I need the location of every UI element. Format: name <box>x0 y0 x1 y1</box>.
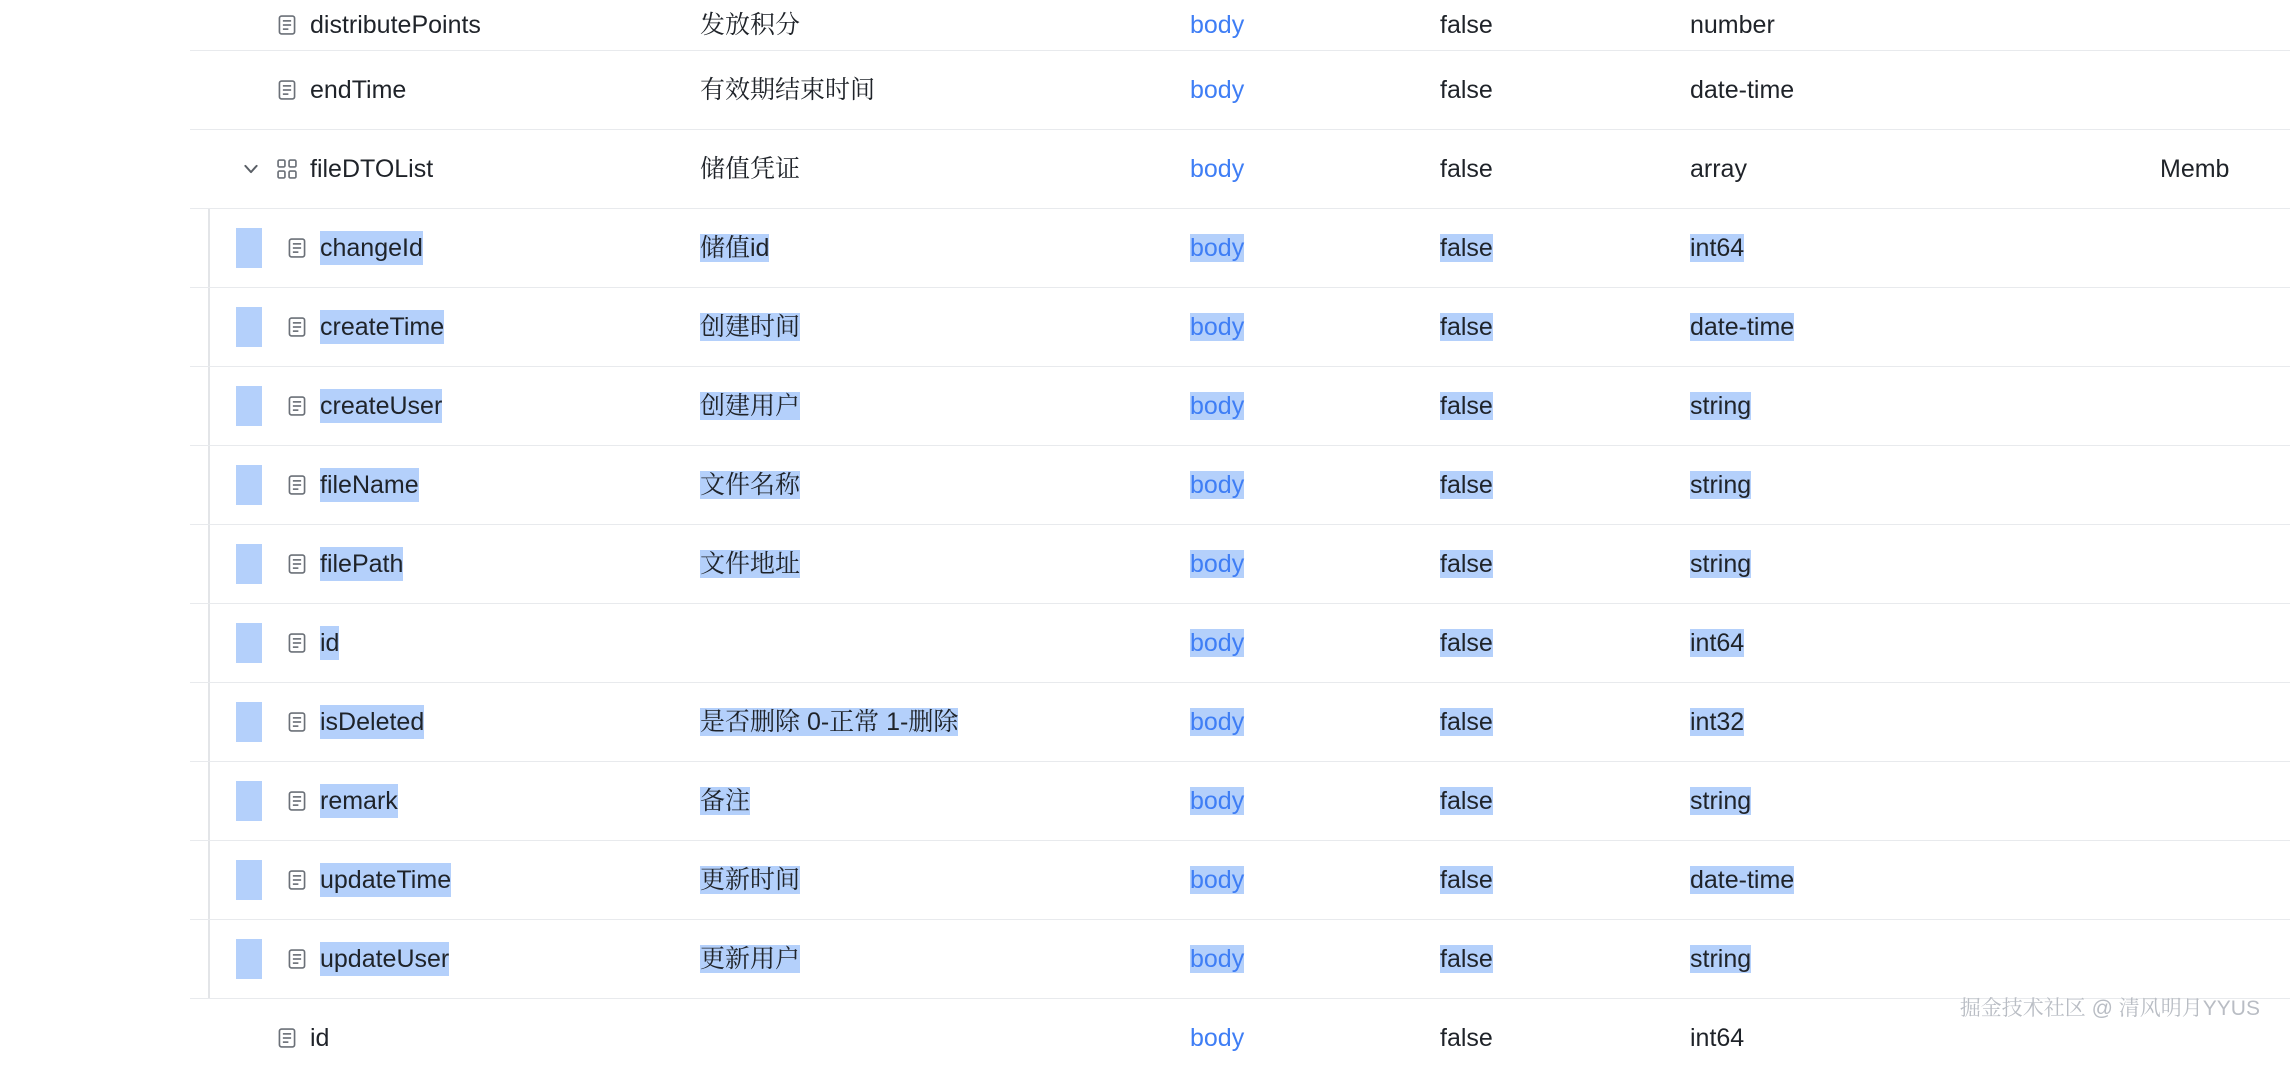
chevron-down-icon[interactable] <box>238 156 264 182</box>
param-in-wrap <box>1170 626 1420 660</box>
selection-block <box>236 386 262 426</box>
param-description: 创建用户 <box>700 392 801 420</box>
param-in-wrap <box>1170 231 1420 265</box>
param-description-cell <box>680 209 1170 288</box>
param-name-cell <box>190 683 680 762</box>
param-in-wrap <box>1170 152 1420 186</box>
tree-guide-line <box>208 683 210 761</box>
param-name-wrap <box>190 152 680 186</box>
param-description-wrap <box>680 863 1170 897</box>
param-extra-cell <box>2140 446 2290 525</box>
field-icon <box>274 77 300 103</box>
param-description-wrap <box>680 389 1170 423</box>
field-icon <box>284 788 310 814</box>
param-description: 更新时间 <box>700 866 801 894</box>
table-row[interactable] <box>190 683 2290 762</box>
param-type-cell <box>1670 762 2140 841</box>
table-row[interactable] <box>190 920 2290 999</box>
param-in: body <box>1190 629 1245 657</box>
tree-guide-line <box>208 446 210 524</box>
field-icon <box>284 472 310 498</box>
param-name-wrap <box>190 920 680 998</box>
param-type-cell <box>1670 525 2140 604</box>
param-required-cell <box>1420 920 1670 999</box>
param-description-wrap <box>680 705 1170 739</box>
selection-block <box>236 465 262 505</box>
param-extra-cell <box>2140 683 2290 762</box>
param-name-wrap <box>190 73 680 107</box>
selection-block <box>236 228 262 268</box>
param-name-wrap <box>190 288 680 366</box>
param-name: fileDTOList <box>310 155 434 183</box>
param-description: 是否删除 0-正常 1-删除 <box>700 708 959 736</box>
param-in-cell <box>1170 683 1420 762</box>
param-type-wrap <box>1670 1021 2140 1055</box>
param-in-cell <box>1170 841 1420 920</box>
param-extra-cell <box>2140 209 2290 288</box>
param-description-cell <box>680 920 1170 999</box>
param-name-wrap <box>190 8 680 42</box>
param-description: 发放积分 <box>700 11 801 39</box>
field-icon <box>284 393 310 419</box>
param-description-cell <box>680 446 1170 525</box>
param-description-wrap <box>680 784 1170 818</box>
table-row[interactable] <box>190 762 2290 841</box>
param-name: createUser <box>320 389 442 423</box>
param-name: changeId <box>320 231 423 265</box>
param-required: false <box>1440 787 1493 815</box>
param-description: 文件地址 <box>700 550 801 578</box>
param-in-wrap <box>1170 863 1420 897</box>
param-required-wrap <box>1420 468 1670 502</box>
param-description: 有效期结束时间 <box>700 76 876 104</box>
param-required-wrap <box>1420 231 1670 265</box>
param-description-wrap <box>680 152 1170 186</box>
param-name-wrap <box>190 683 680 761</box>
tree-guide-line <box>208 209 210 287</box>
param-type-cell <box>1670 130 2140 209</box>
param-name: fileName <box>320 468 419 502</box>
param-required-cell <box>1420 51 1670 130</box>
param-name: id <box>310 1024 330 1052</box>
table-row[interactable] <box>190 841 2290 920</box>
param-in: body <box>1190 11 1245 39</box>
param-required: false <box>1440 155 1493 183</box>
param-name: createTime <box>320 310 444 344</box>
param-required-cell <box>1420 841 1670 920</box>
param-name: updateTime <box>320 863 451 897</box>
table-row[interactable] <box>190 446 2290 525</box>
param-in-cell <box>1170 367 1420 446</box>
param-required-wrap <box>1420 8 1670 42</box>
param-type: date-time <box>1690 866 1795 894</box>
param-description: 储值凭证 <box>700 155 801 183</box>
param-description-cell <box>680 288 1170 367</box>
field-icon <box>284 867 310 893</box>
param-required-wrap <box>1420 389 1670 423</box>
param-required-cell <box>1420 683 1670 762</box>
param-required-cell <box>1420 367 1670 446</box>
param-in: body <box>1190 866 1245 894</box>
selection-block <box>236 939 262 979</box>
param-required: false <box>1440 708 1493 736</box>
param-extra: Memb <box>2160 155 2230 183</box>
param-type: string <box>1690 945 1752 973</box>
param-in-cell <box>1170 999 1420 1070</box>
selection-block <box>236 544 262 584</box>
param-extra-cell <box>2140 51 2290 130</box>
param-type-cell <box>1670 446 2140 525</box>
param-in: body <box>1190 471 1245 499</box>
param-type-cell <box>1670 920 2140 999</box>
param-type-cell <box>1670 367 2140 446</box>
selection-block <box>236 623 262 663</box>
field-icon <box>274 1025 300 1051</box>
param-required: false <box>1440 11 1493 39</box>
param-name: id <box>320 626 339 660</box>
param-type: string <box>1690 787 1752 815</box>
param-in-cell <box>1170 130 1420 209</box>
param-name-wrap <box>190 446 680 524</box>
param-extra-cell <box>2140 288 2290 367</box>
param-description-wrap <box>680 468 1170 502</box>
param-in-wrap <box>1170 942 1420 976</box>
param-description-cell <box>680 604 1170 683</box>
param-name: distributePoints <box>310 11 481 39</box>
param-in-wrap <box>1170 547 1420 581</box>
param-in-wrap <box>1170 468 1420 502</box>
param-in-cell <box>1170 525 1420 604</box>
param-description-cell <box>680 762 1170 841</box>
param-name-cell <box>190 367 680 446</box>
selection-block <box>236 307 262 347</box>
param-type-wrap <box>1670 231 2140 265</box>
param-type-wrap <box>1670 626 2140 660</box>
table-row[interactable] <box>190 130 2290 209</box>
param-type: string <box>1690 392 1752 420</box>
param-name-wrap <box>190 1021 680 1055</box>
param-in-wrap <box>1170 8 1420 42</box>
param-required-wrap <box>1420 626 1670 660</box>
param-in: body <box>1190 155 1245 183</box>
table-row[interactable] <box>190 0 2290 51</box>
param-required-cell <box>1420 288 1670 367</box>
table-row[interactable] <box>190 367 2290 446</box>
param-type: number <box>1690 11 1775 39</box>
param-required: false <box>1440 866 1493 894</box>
param-in-cell <box>1170 0 1420 51</box>
param-name-cell <box>190 999 680 1070</box>
param-name: remark <box>320 784 398 818</box>
param-in-cell <box>1170 762 1420 841</box>
param-name-cell <box>190 762 680 841</box>
param-type-wrap <box>1670 547 2140 581</box>
param-required-cell <box>1420 604 1670 683</box>
param-extra-cell <box>2140 762 2290 841</box>
param-type-cell <box>1670 604 2140 683</box>
param-description-cell <box>680 999 1170 1070</box>
tree-guide-line <box>208 762 210 840</box>
param-name-wrap <box>190 762 680 840</box>
param-type-cell <box>1670 683 2140 762</box>
param-name: isDeleted <box>320 705 424 739</box>
param-in: body <box>1190 1024 1245 1052</box>
param-name-cell <box>190 446 680 525</box>
table-row[interactable] <box>190 209 2290 288</box>
param-required-cell <box>1420 999 1670 1070</box>
param-required-cell <box>1420 130 1670 209</box>
selection-block <box>236 781 262 821</box>
param-in-cell <box>1170 288 1420 367</box>
param-type: int64 <box>1690 234 1745 262</box>
param-description-cell <box>680 130 1170 209</box>
param-name-wrap <box>190 604 680 682</box>
param-extra-cell <box>2140 841 2290 920</box>
param-extra-cell <box>2140 367 2290 446</box>
param-type: int64 <box>1690 1024 1745 1052</box>
param-type-wrap <box>1670 863 2140 897</box>
field-icon <box>284 551 310 577</box>
param-required-cell <box>1420 762 1670 841</box>
param-in-cell <box>1170 920 1420 999</box>
field-icon <box>284 314 310 340</box>
param-type-wrap <box>1670 310 2140 344</box>
param-type-wrap <box>1670 73 2140 107</box>
param-required-wrap <box>1420 547 1670 581</box>
param-required-cell <box>1420 525 1670 604</box>
field-icon <box>284 946 310 972</box>
param-required-wrap <box>1420 73 1670 107</box>
param-description-wrap <box>680 231 1170 265</box>
param-type-cell <box>1670 51 2140 130</box>
param-type: int64 <box>1690 629 1745 657</box>
param-description-wrap <box>680 547 1170 581</box>
parameters-table-body <box>190 0 2290 1070</box>
param-name: filePath <box>320 547 403 581</box>
param-description-cell <box>680 841 1170 920</box>
param-name-wrap <box>190 841 680 919</box>
param-in-cell <box>1170 51 1420 130</box>
param-required: false <box>1440 945 1493 973</box>
field-icon <box>284 235 310 261</box>
param-name: endTime <box>310 76 407 104</box>
param-in-wrap <box>1170 705 1420 739</box>
param-name-cell <box>190 288 680 367</box>
object-icon <box>274 156 300 182</box>
param-description-wrap <box>680 73 1170 107</box>
table-row[interactable] <box>190 51 2290 130</box>
param-required-wrap <box>1420 152 1670 186</box>
param-in-wrap <box>1170 389 1420 423</box>
tree-guide-line <box>208 604 210 682</box>
param-type-wrap <box>1670 8 2140 42</box>
param-description-cell <box>680 0 1170 51</box>
table-row[interactable] <box>190 288 2290 367</box>
left-gutter <box>0 0 190 1070</box>
param-description: 备注 <box>700 787 751 815</box>
parameters-table-container <box>190 0 2290 1070</box>
param-type: string <box>1690 550 1752 578</box>
param-description-wrap <box>680 8 1170 42</box>
tree-guide-line <box>208 841 210 919</box>
param-name-cell <box>190 920 680 999</box>
param-name-wrap <box>190 367 680 445</box>
param-required: false <box>1440 313 1493 341</box>
param-type: string <box>1690 471 1752 499</box>
param-in-cell <box>1170 209 1420 288</box>
param-description: 创建时间 <box>700 313 801 341</box>
param-extra-cell <box>2140 0 2290 51</box>
param-required-cell <box>1420 0 1670 51</box>
param-type-wrap <box>1670 152 2140 186</box>
param-required-wrap <box>1420 942 1670 976</box>
param-type-wrap <box>1670 705 2140 739</box>
param-required: false <box>1440 550 1493 578</box>
param-type-wrap <box>1670 468 2140 502</box>
param-name-cell <box>190 51 680 130</box>
param-required-wrap <box>1420 784 1670 818</box>
param-type: date-time <box>1690 76 1795 104</box>
param-name-cell <box>190 841 680 920</box>
param-type: date-time <box>1690 313 1795 341</box>
param-type-cell <box>1670 288 2140 367</box>
param-description-wrap <box>680 942 1170 976</box>
param-description-cell <box>680 51 1170 130</box>
param-in-cell <box>1170 604 1420 683</box>
param-in-wrap <box>1170 1021 1420 1055</box>
param-in-wrap <box>1170 73 1420 107</box>
param-description: 储值id <box>700 234 770 262</box>
param-in-cell <box>1170 446 1420 525</box>
param-required: false <box>1440 471 1493 499</box>
watermark: 掘金技术社区 @ 清风明月YYUS <box>1959 997 2260 1020</box>
param-required: false <box>1440 629 1493 657</box>
tree-guide-line <box>208 920 210 998</box>
param-name-cell <box>190 130 680 209</box>
param-name-cell <box>190 209 680 288</box>
param-type-wrap <box>1670 389 2140 423</box>
param-in: body <box>1190 392 1245 420</box>
param-required-wrap <box>1420 863 1670 897</box>
param-in: body <box>1190 787 1245 815</box>
param-in: body <box>1190 313 1245 341</box>
param-required-wrap <box>1420 310 1670 344</box>
param-description-cell <box>680 525 1170 604</box>
field-icon <box>284 630 310 656</box>
param-required-wrap <box>1420 705 1670 739</box>
param-extra-cell <box>2140 604 2290 683</box>
param-in: body <box>1190 945 1245 973</box>
param-required-wrap <box>1420 1021 1670 1055</box>
selection-block <box>236 860 262 900</box>
param-description-cell <box>680 683 1170 762</box>
param-in: body <box>1190 76 1245 104</box>
field-icon <box>274 12 300 38</box>
param-name-cell <box>190 0 680 51</box>
tree-guide-line <box>208 367 210 445</box>
param-type: int32 <box>1690 708 1745 736</box>
tree-guide-line <box>208 525 210 603</box>
param-required: false <box>1440 392 1493 420</box>
table-row[interactable] <box>190 525 2290 604</box>
param-extra-cell <box>2140 920 2290 999</box>
param-type-cell <box>1670 0 2140 51</box>
param-description-wrap <box>680 310 1170 344</box>
param-required-cell <box>1420 209 1670 288</box>
param-required-cell <box>1420 446 1670 525</box>
selection-block <box>236 702 262 742</box>
field-icon <box>284 709 310 735</box>
param-type: array <box>1690 155 1747 183</box>
param-name-cell <box>190 604 680 683</box>
param-type-cell <box>1670 841 2140 920</box>
param-description-cell <box>680 367 1170 446</box>
param-extra-wrap <box>2140 152 2290 186</box>
param-in-wrap <box>1170 784 1420 818</box>
param-description: 文件名称 <box>700 471 801 499</box>
param-in: body <box>1190 550 1245 578</box>
param-in-wrap <box>1170 310 1420 344</box>
parameters-table <box>190 0 2290 1070</box>
param-name-cell <box>190 525 680 604</box>
table-row[interactable] <box>190 604 2290 683</box>
param-extra-cell <box>2140 130 2290 209</box>
param-required: false <box>1440 76 1493 104</box>
param-in: body <box>1190 708 1245 736</box>
param-description: 更新用户 <box>700 945 801 973</box>
param-name-wrap <box>190 209 680 287</box>
param-extra-cell <box>2140 525 2290 604</box>
param-type-wrap <box>1670 784 2140 818</box>
param-type-cell <box>1670 209 2140 288</box>
tree-guide-line <box>208 288 210 366</box>
param-type-wrap <box>1670 942 2140 976</box>
param-required: false <box>1440 1024 1493 1052</box>
param-name-wrap <box>190 525 680 603</box>
param-in: body <box>1190 234 1245 262</box>
param-required: false <box>1440 234 1493 262</box>
param-name: updateUser <box>320 942 449 976</box>
